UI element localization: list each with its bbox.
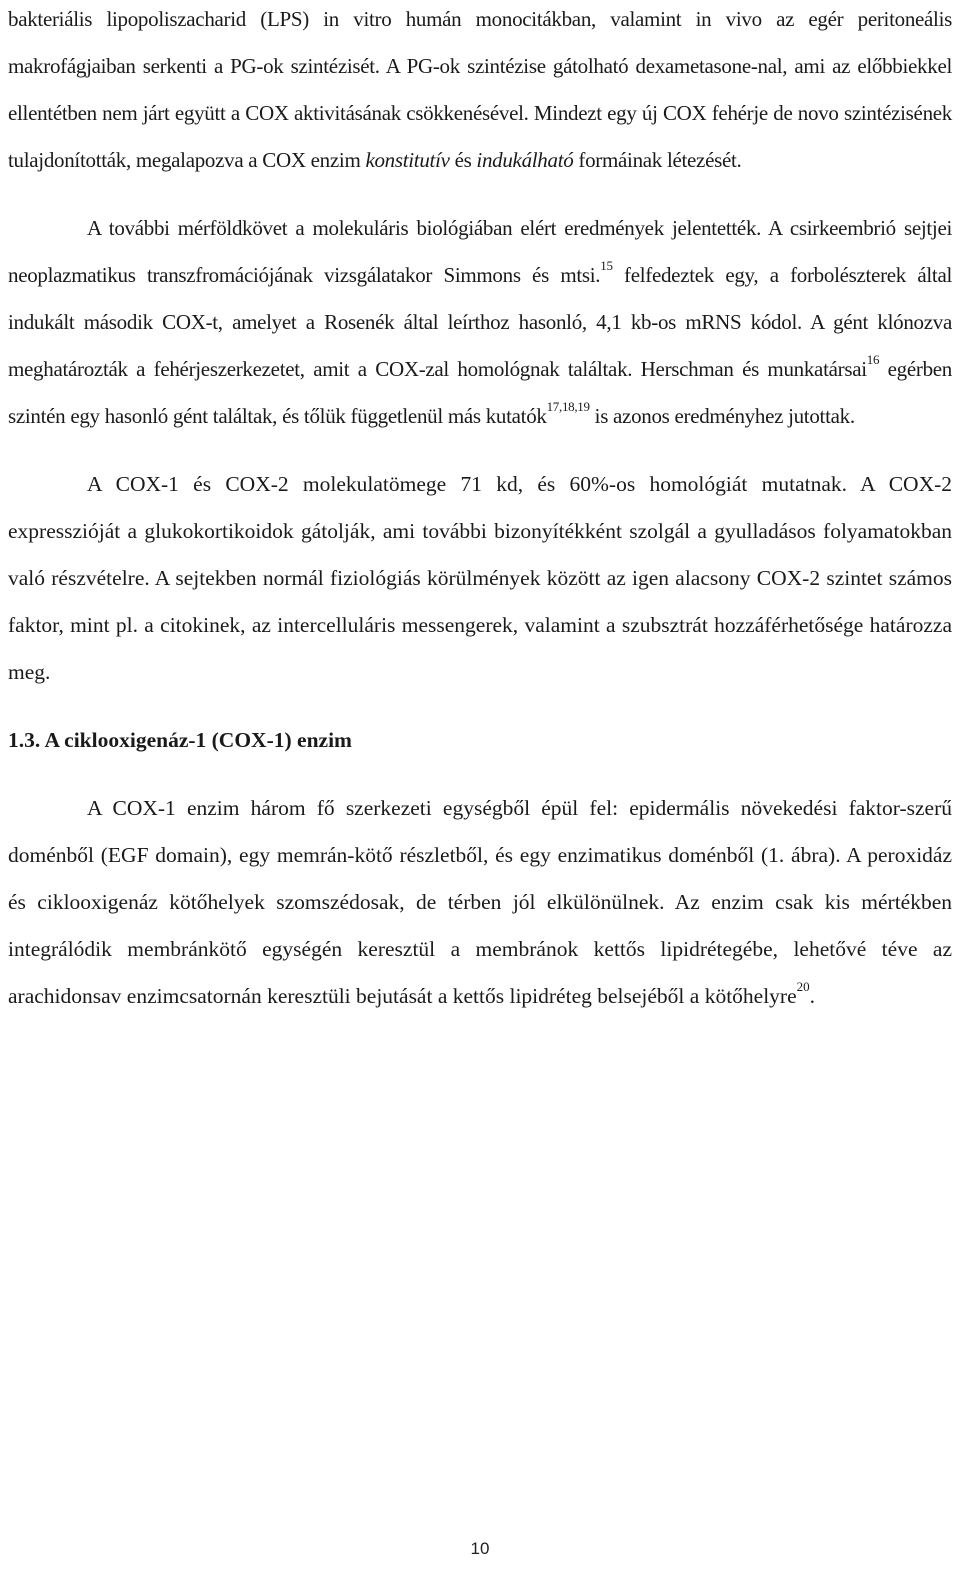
paragraph-text: A COX-1 és COX-2 molekulatömege 71 kd, és 60%-os homológiát mutatnak. A COX-2 expresszióját a glukokortikoidok gátolják, ami további bizonyítékként szolgál a gyulladásos folyamatokban való részvételre. A sejtekben normál fiziológiás körülmények között az igen alacsony COX-2 szintet számos faktor, mint pl. a citokinek, az intercelluláris messengerek, valamint a szubsztrát hozzáférhetősége határozza meg. [8,472,952,684]
paragraph-text: A további mérföldkövet a molekuláris biológiában elért eredmények jelentették. A csirkeembrió sejtjei neoplazmatikus transzfromációjának vizsgálatakor Simmons és mtsi. [8,216,952,287]
italic-term: indukálható [476,148,574,172]
paragraph-text: A COX-1 enzim három fő szerkezeti egységből épül fel: epidermális növekedési faktor-szerű doménből (EGF domain), egy memrán-kötő részletből, és egy enzimatikus doménből (1. ábra). A peroxidáz és ciklooxigenáz kötőhelyek szomszédosak, de térben jól elkülönülnek. Az enzim csak kis mértékben integrálódik membránkötő egységén keresztül a membránok kettős lipidrétegébe, lehetővé téve az arachidonsav enzimcsatornán keresztüli bejutását a kettős lipidréteg belsejéből a kötőhelyre [8,796,952,1008]
paragraph-text: formáinak létezését. [573,148,742,172]
citation-superscript: 15 [600,258,613,273]
paragraph-text: bakteriális lipopoliszacharid (LPS) in vitro humán monocitákban, valamint in vivo az egér peritoneális makrofágjaiban serkenti a PG-ok szintézisét. A PG-ok szintézise gátolható dexametasone-nal, ami az előbbiekkel ellentétben nem járt együtt a COX aktivitásának csökkenésével. Mindezt egy új COX fehérje de novo szintézisének tulajdonították, megalapozva a COX enzim [8,7,952,172]
paragraph-gap [8,696,952,717]
page-number: 10 [470,1539,490,1558]
paragraph-milestone [8,205,952,440]
paragraph-gap [8,184,952,205]
paragraph-text: és [449,148,477,172]
section-heading: 1.3. A ciklooxigenáz-1 (COX-1) enzim [8,728,352,752]
paragraph-gap [8,764,952,785]
paragraph-molecular-weight [8,461,952,696]
paragraph-text: egérben szintén egy hasonló gént találtak, és tőlük függetlenül más kutatók [8,357,952,428]
italic-term: konstitutív [365,148,450,172]
paragraph-cox1-structure [8,785,952,1020]
citation-superscript: 20 [796,978,810,994]
paragraph-text: is azonos eredményhez jutottak. [589,404,855,428]
citation-superscript: 16 [866,352,880,367]
paragraph-text: . [809,984,816,1008]
paragraph-gap [8,440,952,461]
paragraph-text: felfedeztek egy, a forbolészterek által indukált második COX-t, amelyet a Rosenék által leírthoz hasonló, 4,1 kb-os mRNS kódol. A gént klónozva meghatározták a fehérjeszerkezetet, amit a COX-zal homológnak találtak. Herschman és munkatársai [8,263,952,381]
document-page [8,0,952,1020]
paragraph-lps [8,0,952,184]
citation-superscript: 17,18,19 [546,399,590,414]
